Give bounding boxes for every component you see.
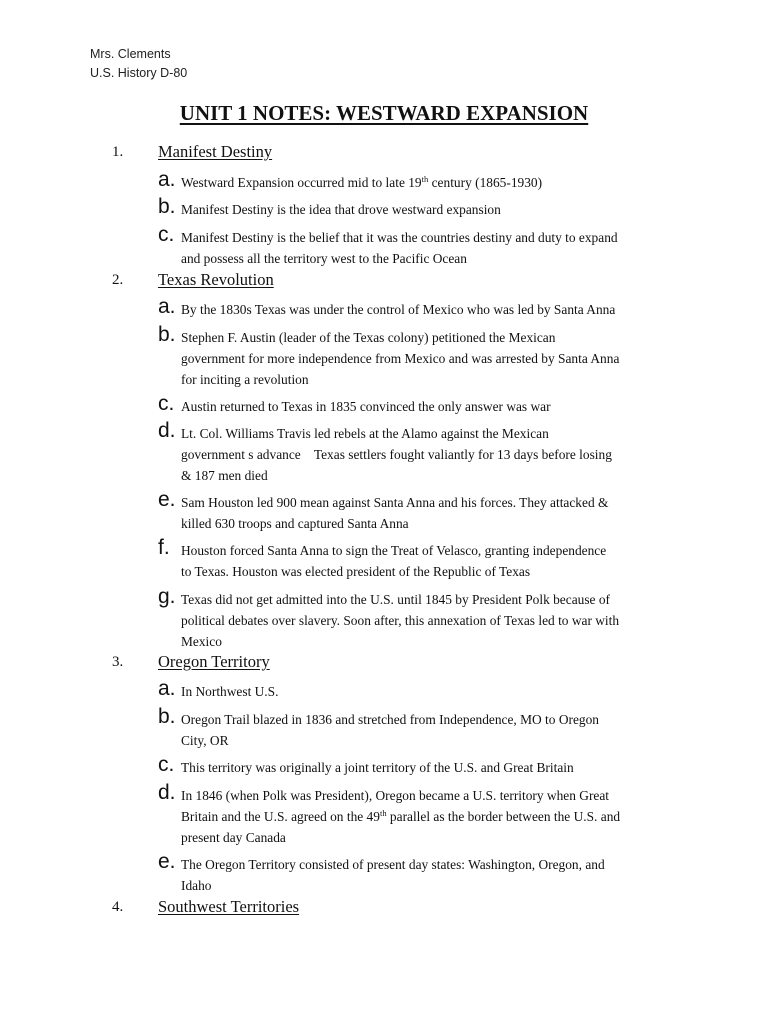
- item-text: Houston forced Santa Anna to sign the Treat of Velasco, granting independence to Texas. Houston was elected president of the Republic of Texas: [181, 543, 607, 579]
- item-text: Stephen F. Austin (leader of the Texas colony) petitioned the Mexican government for more independence from Mexico and was arrested by Santa Anna for inciting a revolution: [181, 330, 620, 387]
- section-number: 1.: [112, 144, 124, 160]
- page-title-text: UNIT 1 NOTES: WESTWARD EXPANSION: [179, 101, 589, 125]
- item-text: By the 1830s Texas was under the control of Mexico who was led by Santa Anna: [181, 302, 616, 317]
- item-letter: e.: [158, 488, 176, 511]
- item-text: Sam Houston led 900 mean against Santa Anna and his forces. They attacked & killed 630 troops and captured Santa Anna: [181, 495, 609, 531]
- item-letter: c.: [158, 223, 175, 246]
- section-number: 2.: [112, 272, 124, 288]
- item-text: Manifest Destiny is the idea that drove westward expansion: [181, 202, 501, 217]
- item-letter: c.: [158, 753, 175, 776]
- item-text: In Northwest U.S.: [181, 684, 279, 699]
- teacher-name: Mrs. Clements: [90, 47, 171, 61]
- item-letter: c.: [158, 392, 175, 415]
- section-title: Southwest Territories: [158, 897, 300, 916]
- item-text: The Oregon Territory consisted of present day states: Washington, Oregon, and Idaho: [181, 857, 605, 893]
- course-name: U.S. History D-80: [90, 66, 188, 80]
- section-title: Texas Revolution: [158, 270, 274, 289]
- item-text: Austin returned to Texas in 1835 convinced the only answer was war: [181, 399, 551, 414]
- item-letter: b.: [158, 705, 176, 728]
- item-letter: d.: [158, 419, 176, 442]
- document-header: [90, 45, 187, 83]
- item-letter: b.: [158, 195, 176, 218]
- item-letter: a.: [158, 168, 176, 191]
- item-text: In 1846 (when Polk was President), Oregon became a U.S. territory when Great Britain and the U.S. agreed on the 49th parallel as the border between the U.S. and present day Canada: [181, 788, 621, 845]
- item-text: This territory was originally a joint territory of the U.S. and Great Britain: [181, 760, 574, 775]
- item-text: Lt. Col. Williams Travis led rebels at the Alamo against the Mexican government s advance Texas settlers fought valiantly for 13 days before losing & 187 men died: [181, 426, 612, 483]
- item-letter: b.: [158, 323, 176, 346]
- section-number: 3.: [112, 654, 124, 670]
- item-text: Westward Expansion occurred mid to late 19th century (1865-1930): [181, 174, 543, 190]
- item-letter: e.: [158, 850, 176, 873]
- item-letter: d.: [158, 781, 176, 804]
- item-text: Oregon Trail blazed in 1836 and stretched from Independence, MO to Oregon City, OR: [181, 712, 599, 748]
- item-letter: f.: [158, 536, 170, 559]
- page-title: [0, 98, 768, 128]
- section-number: 4.: [112, 899, 124, 915]
- item-letter: a.: [158, 677, 176, 700]
- item-text: Texas did not get admitted into the U.S. until 1845 by President Polk because of political debates over slavery. Soon after, this annexation of Texas led to war with Mexico: [181, 592, 620, 649]
- section-title: Manifest Destiny: [158, 142, 273, 161]
- section-title: Oregon Territory: [158, 652, 270, 671]
- item-letter: a.: [158, 295, 176, 318]
- item-text: Manifest Destiny is the belief that it was the countries destiny and duty to expand and possess all the territory west to the Pacific Ocean: [181, 230, 618, 266]
- item-letter: g.: [158, 585, 176, 608]
